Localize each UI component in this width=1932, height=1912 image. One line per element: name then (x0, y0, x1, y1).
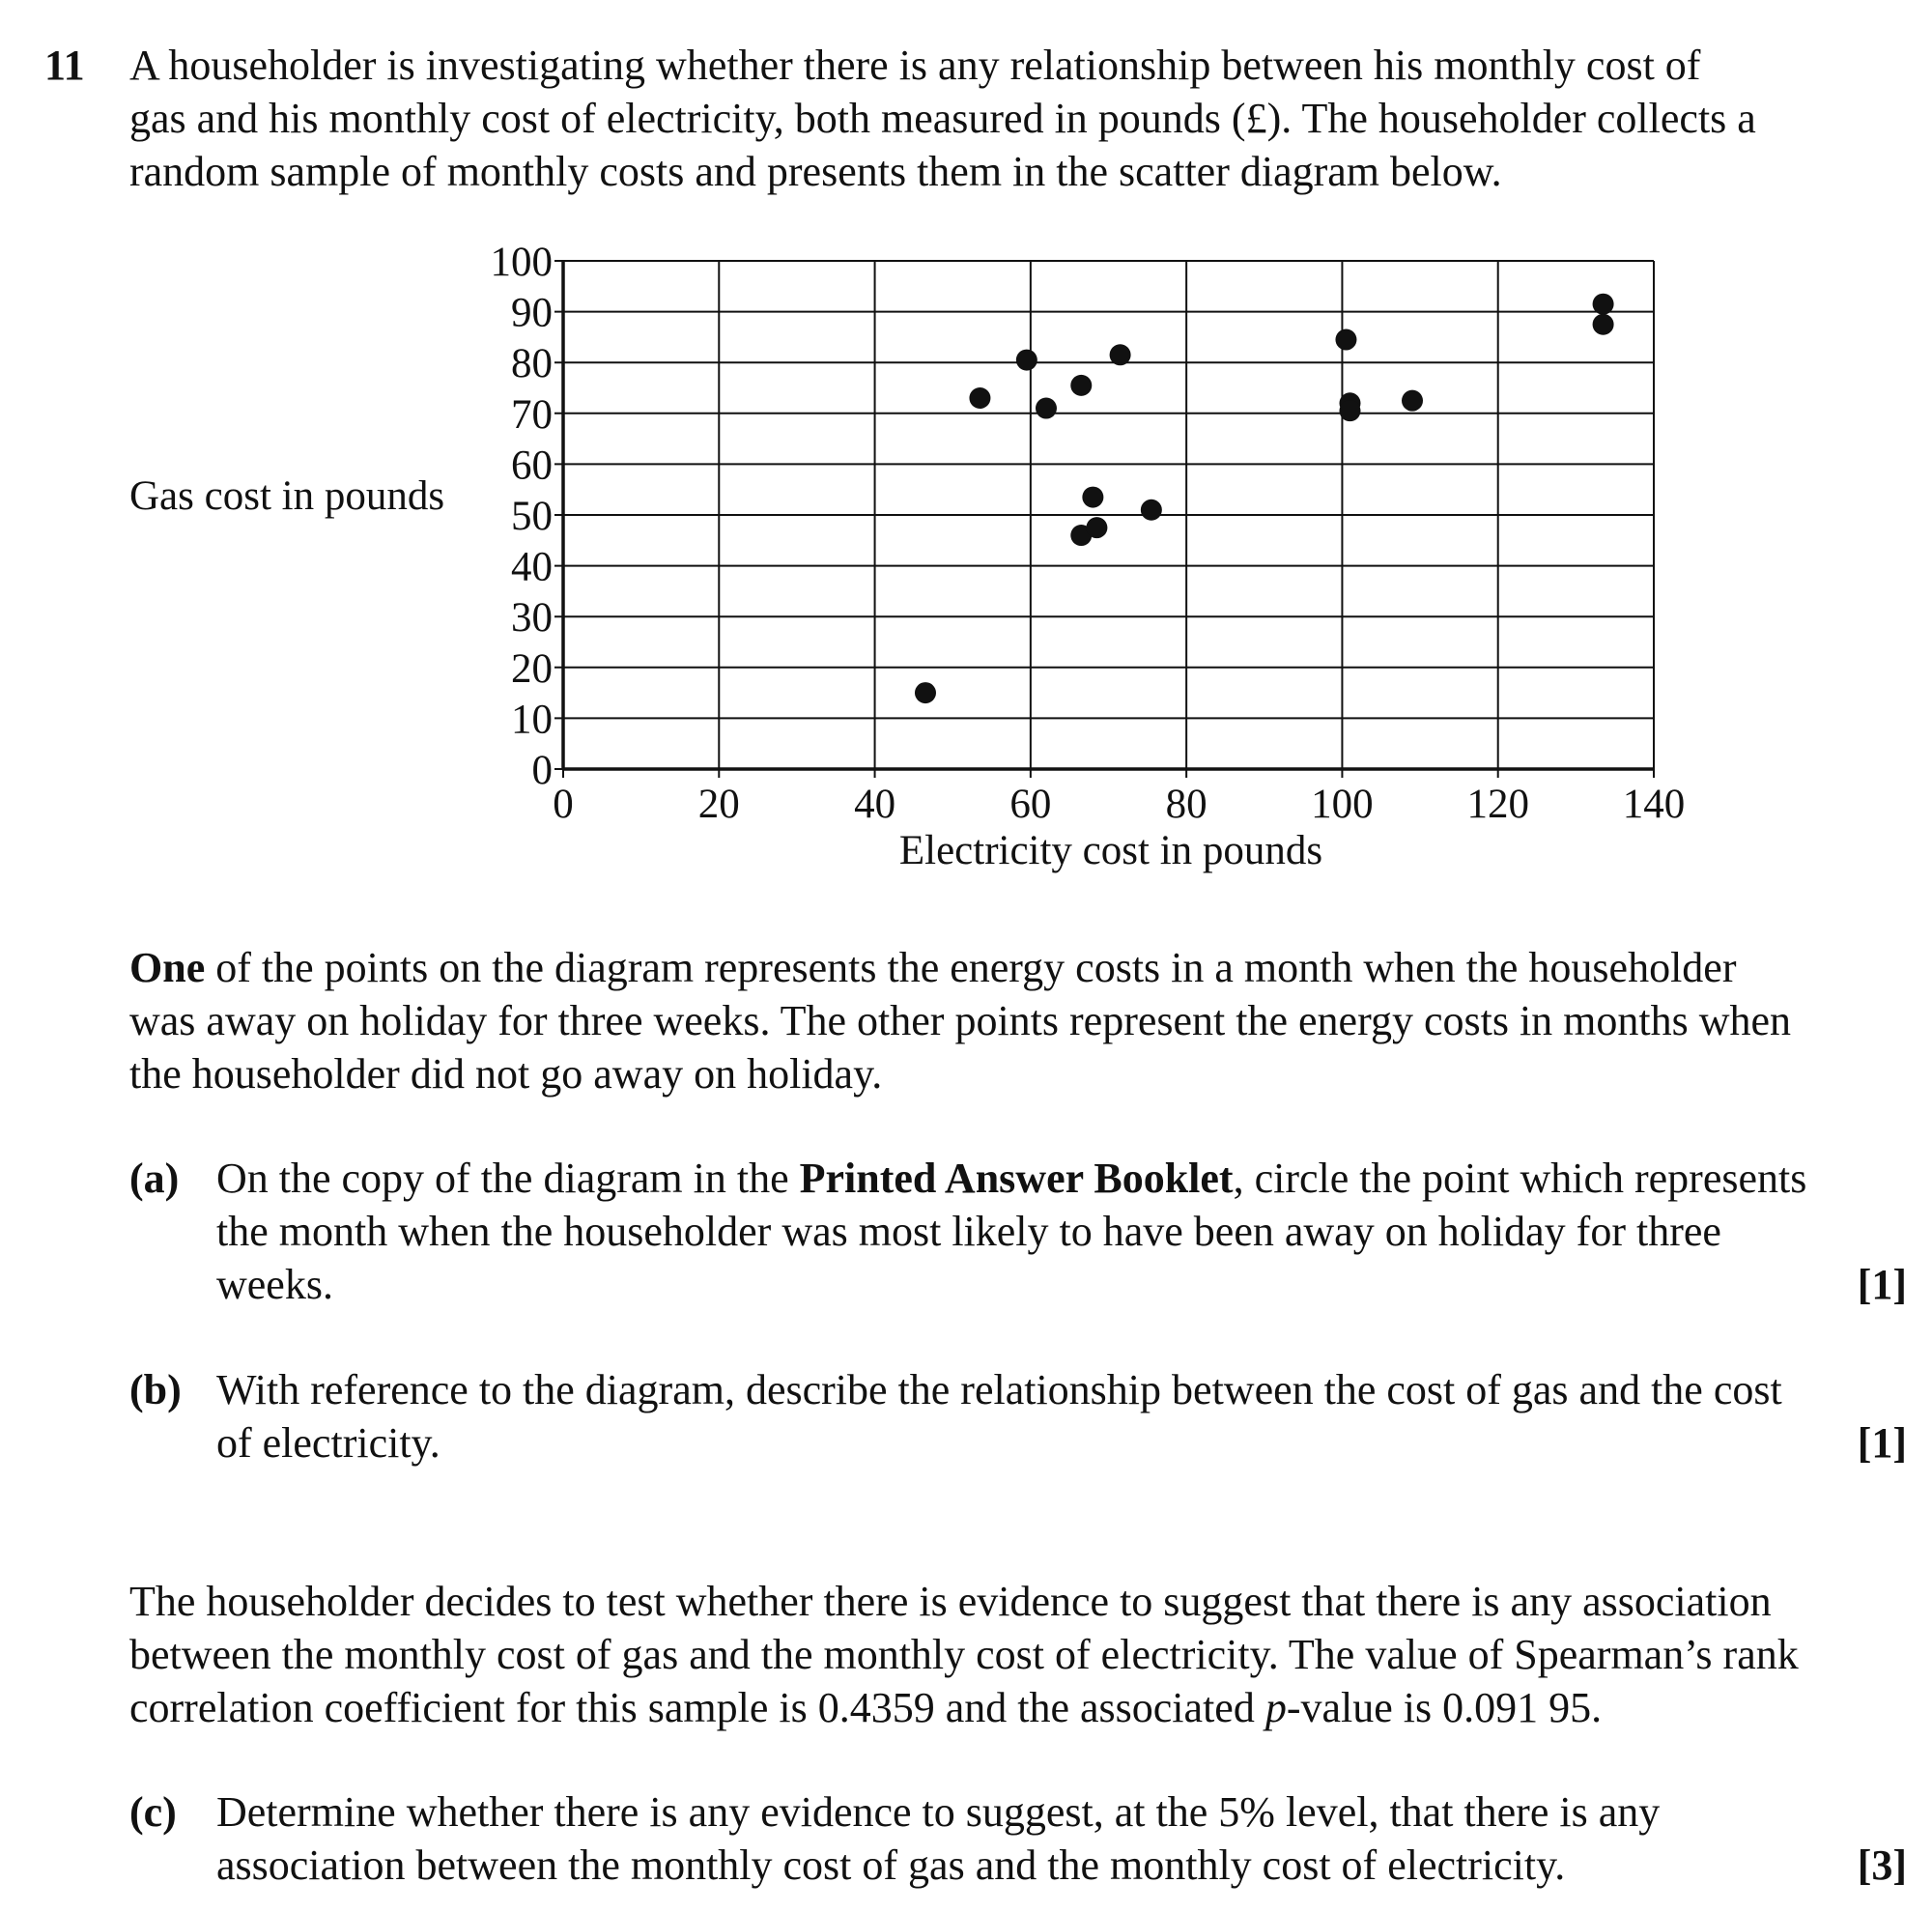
data-point (1016, 350, 1037, 371)
context-paragraph (129, 941, 1907, 1100)
part-b-text: of electricity. (216, 1419, 440, 1467)
paragraph-text: was away on holiday for three weeks. The other points represent the energy costs in months when (129, 997, 1792, 1044)
part-c-text: association between the monthly cost of gas and the monthly cost of electricity. (216, 1841, 1566, 1889)
x-axis-label: Electricity cost in pounds (898, 828, 1323, 873)
p-symbol: p (1264, 1684, 1287, 1731)
part-a (129, 1152, 1907, 1311)
paragraph-text: between the monthly cost of gas and the monthly cost of electricity. The value of Spearman’s rank (129, 1631, 1799, 1678)
data-point (1036, 398, 1057, 419)
y-tick-label: 10 (511, 697, 553, 743)
x-tick-label: 60 (1009, 782, 1052, 827)
part-b-label: (b) (129, 1366, 182, 1413)
paragraph-text: correlation coefficient for this sample is 0.4359 and the associated (129, 1684, 1265, 1731)
data-point (915, 682, 936, 703)
question-intro (129, 39, 1907, 198)
data-point (1141, 499, 1162, 521)
scatter-diagram (0, 232, 1932, 908)
chart-points (915, 294, 1614, 703)
x-tick-label: 40 (854, 782, 896, 827)
part-c-label: (c) (129, 1788, 177, 1836)
part-a-text: the month when the householder was most likely to have been away on holiday for three (216, 1208, 1721, 1255)
data-point (1070, 375, 1092, 396)
y-tick-label: 80 (511, 341, 553, 387)
data-point (1335, 329, 1356, 351)
paragraph-text: of the points on the diagram represents the energy costs in a month when the householder (205, 944, 1737, 991)
x-tick-label: 0 (553, 782, 574, 827)
part-a-marks: [1] (1857, 1261, 1907, 1308)
y-tick-label: 30 (511, 595, 553, 642)
part-b (129, 1363, 1907, 1470)
part-c-marks: [3] (1857, 1841, 1907, 1889)
intro-line: A householder is investigating whether there is any relationship between his monthly cost of (129, 42, 1701, 89)
data-point (1402, 390, 1423, 412)
intro-line: random sample of monthly costs and presents them in the scatter diagram below. (129, 148, 1502, 195)
question-number: 11 (44, 42, 85, 89)
part-b-text: With reference to the diagram, describe the relationship between the cost of gas and the cost (216, 1366, 1782, 1413)
part-c (129, 1785, 1907, 1892)
part-a-label: (a) (129, 1155, 180, 1202)
data-point (1339, 400, 1360, 421)
paragraph-text: The householder decides to test whether there is evidence to suggest that there is any association (129, 1578, 1772, 1625)
data-point (1086, 517, 1107, 538)
y-tick-label: 0 (531, 748, 553, 793)
data-point (1082, 487, 1103, 508)
y-tick-label: 40 (511, 544, 553, 590)
y-tick-label: 60 (511, 442, 553, 489)
paragraph-text: -value is 0.091 95. (1286, 1684, 1603, 1731)
part-a-bold-text: Printed Answer Booklet (799, 1155, 1234, 1202)
y-tick-label: 20 (511, 645, 553, 692)
part-b-marks: [1] (1857, 1419, 1907, 1467)
x-tick-label: 20 (697, 782, 740, 827)
data-point (1110, 344, 1131, 365)
emphasis-one: One (129, 944, 206, 991)
part-c-text: Determine whether there is any evidence to suggest, at the 5% level, that there is any (216, 1788, 1661, 1836)
y-tick-label: 50 (511, 494, 553, 539)
paragraph-text: the householder did not go away on holiday. (129, 1050, 883, 1098)
part-a-text: On the copy of the diagram in the (216, 1155, 800, 1202)
x-tick-label: 140 (1622, 782, 1686, 827)
part-a-text: weeks. (216, 1261, 333, 1308)
part-a-text: , circle the point which represents (1233, 1155, 1807, 1202)
x-tick-label: 80 (1165, 782, 1208, 827)
data-point (1593, 314, 1614, 335)
x-tick-label: 100 (1311, 782, 1374, 827)
y-axis-label: Gas cost in pounds (129, 473, 445, 519)
x-tick-label: 120 (1466, 782, 1529, 827)
y-tick-label: 70 (511, 391, 553, 438)
y-tick-label: 100 (490, 240, 553, 285)
intro-line: gas and his monthly cost of electricity, both measured in pounds (£). The householder collects a (129, 95, 1756, 142)
chart-grid (554, 261, 1654, 778)
data-point (969, 387, 990, 409)
spearman-paragraph (129, 1575, 1907, 1734)
data-point (1593, 294, 1614, 315)
y-tick-label: 90 (511, 290, 553, 336)
